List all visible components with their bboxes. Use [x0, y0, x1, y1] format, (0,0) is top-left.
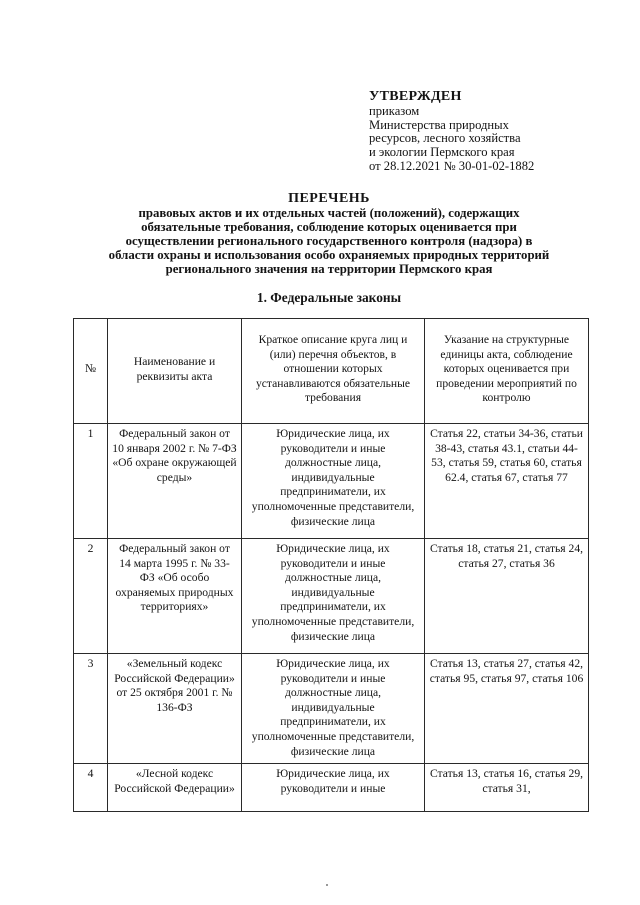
acts-table	[73, 318, 589, 812]
approval-heading: УТВЕРЖДЕН	[369, 89, 462, 104]
act-name: Федеральный закон от 14 марта 1995 г. № 33-ФЗ «Об особо охраняемых природных территориях»	[108, 539, 242, 654]
title-line: регионального значения на территории Пермского края	[165, 262, 493, 276]
approval-line: приказом	[369, 103, 420, 118]
title-line: области охраны и использования особо охраняемых природных территорий	[108, 248, 550, 262]
approval-line: ресурсов, лесного хозяйства	[369, 131, 521, 146]
section-title: 1. Федеральные законы	[256, 290, 402, 305]
act-subjects: Юридические лица, их руководители и иные должностные лица, индивидуальные предприниматели, их уполномоченные представители, физические лица	[242, 539, 425, 654]
row-number: 4	[74, 764, 108, 812]
act-articles: Статья 13, статья 16, статья 29, статья 31,	[425, 764, 589, 812]
scan-speck	[326, 884, 328, 886]
table-row	[74, 764, 589, 812]
act-articles: Статья 18, статья 21, статья 24, статья 27, статья 36	[425, 539, 589, 654]
header-number: №	[74, 319, 108, 424]
title-line: правовых актов и их отдельных частей (положений), содержащих	[138, 206, 520, 220]
table-row	[74, 539, 589, 654]
act-articles: Статья 13, статья 27, статья 42, статья 95, статья 97, статья 106	[425, 654, 589, 764]
title-line: обязательные требования, соблюдение которых оценивается при	[141, 220, 517, 234]
row-number: 3	[74, 654, 108, 764]
act-subjects: Юридические лица, их руководители и иные должностные лица, индивидуальные предприниматели, их уполномоченные представители, физические лица	[242, 654, 425, 764]
approval-line: и экологии Пермского края	[369, 145, 515, 160]
title-line: осуществлении регионального государственного контроля (надзора) в	[125, 234, 533, 248]
row-number: 1	[74, 424, 108, 539]
row-number: 2	[74, 539, 108, 654]
approval-block	[369, 90, 609, 174]
header-subjects: Краткое описание круга лиц и (или) перечня объектов, в отношении которых устанавливаются обязательные требования	[242, 319, 425, 424]
header-act-name: Наименование и реквизиты акта	[108, 319, 242, 424]
header-articles: Указание на структурные единицы акта, соблюдение которых оценивается при проведении мероприятий по контролю	[425, 319, 589, 424]
approval-line: Министерства природных	[369, 117, 509, 132]
act-subjects: Юридические лица, их руководители и иные	[242, 764, 425, 812]
act-name: «Лесной кодекс Российской Федерации»	[108, 764, 242, 812]
table-row	[74, 424, 589, 539]
approval-order-number: от 28.12.2021 № 30-01-02-1882	[369, 158, 535, 173]
act-name: «Земельный кодекс Российской Федерации» от 25 октября 2001 г. № 136-ФЗ	[108, 654, 242, 764]
table-row	[74, 654, 589, 764]
act-articles: Статья 22, статьи 34-36, статьи 38-43, статья 43.1, статьи 44-53, статья 59, статья 60, статья 62.4, статья 67, статья 77	[425, 424, 589, 539]
act-subjects: Юридические лица, их руководители и иные должностные лица, индивидуальные предприниматели, их уполномоченные представители, физические лица	[242, 424, 425, 539]
document-title	[60, 192, 598, 276]
title-main: ПЕРЕЧЕНЬ	[288, 191, 370, 206]
act-name: Федеральный закон от 10 января 2002 г. № 7-ФЗ «Об охране окружающей среды»	[108, 424, 242, 539]
table-header-row	[74, 319, 589, 424]
